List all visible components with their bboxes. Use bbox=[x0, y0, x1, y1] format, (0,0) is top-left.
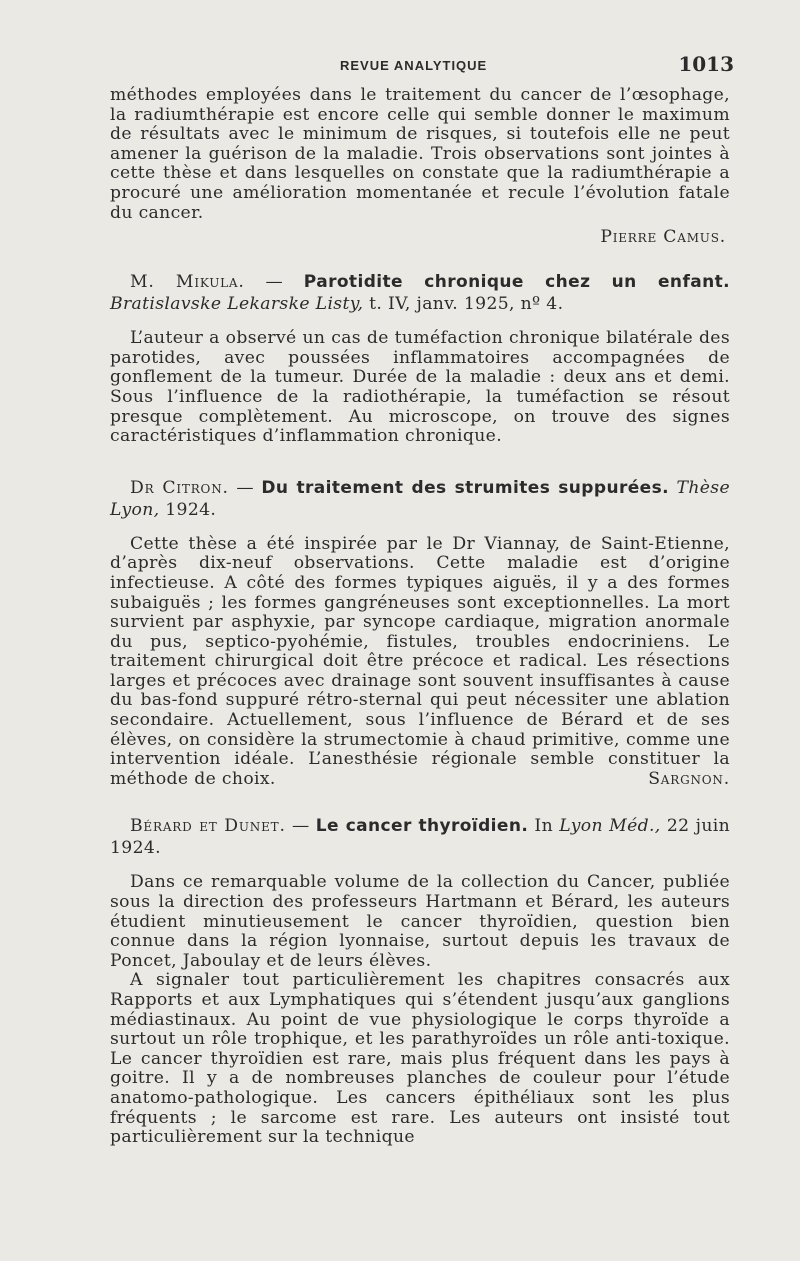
article-1-title: Parotidite chronique chez un enfant. bbox=[303, 272, 730, 293]
article-2-title: Du traitement des strumites suppurées. bbox=[261, 477, 669, 498]
article-3-title: Le cancer thyroïdien. bbox=[315, 816, 529, 837]
article-2-details: 1924. bbox=[159, 499, 217, 520]
running-head bbox=[110, 52, 734, 86]
article-2-dash: — bbox=[228, 477, 262, 498]
article-3-paragraph-1: Dans ce remarquable volume de la collection du Cancer, publiée sous la direction des professeurs Hartmann et Bérard, les auteurs étudient minutieusement le cancer thyroïdien, question bien connue dans la région lyonnaise, surtout depuis les travaux de Poncet, Jaboulay et de leurs élèves. bbox=[110, 872, 730, 971]
article-3-header bbox=[110, 815, 730, 859]
article-1-header bbox=[110, 271, 730, 315]
article-3-source-prefix: In bbox=[528, 816, 560, 837]
article-3-dash: — bbox=[285, 816, 316, 837]
continuation-signature: Pierre Camus. bbox=[600, 227, 726, 248]
article-2-signature: Sargnon. bbox=[648, 768, 730, 789]
article-3-author: Bérard et Dunet. bbox=[130, 816, 286, 837]
running-title: REVUE ANALYTIQUE bbox=[340, 58, 488, 73]
article-1-dash: — bbox=[244, 272, 304, 293]
article-2-source: Thèse Lyon, bbox=[110, 477, 730, 520]
article-1-author: M. Mikula. bbox=[130, 272, 245, 293]
article-2-paragraph bbox=[110, 535, 730, 790]
article-1-details: t. IV, janv. 1925, nº 4. bbox=[363, 294, 564, 315]
continuation-paragraph: méthodes employées dans le traitement du cancer de l’œsophage, la radiumthérapie est encore celle qui semble donner le maximum de résultats avec le minimum de risques, si toutefois elle ne peut amener la guérison de la maladie. Trois observations sont jointes à cette thèse et dans lesquelles on constate que la radiumthérapie a procuré une amélioration momentanée et recule l’évolution fatale du cancer. bbox=[110, 85, 730, 223]
journal-page bbox=[110, 52, 734, 1148]
article-1-source: Bratislavske Lekarske Listy, bbox=[110, 294, 364, 315]
article-2-text: Cette thèse a été inspirée par le Dr Viannay, de Saint-Etienne, d’après dix-neuf observations. Cette maladie est d’origine infectieuse. A côté des formes typiques aiguës, il y a des formes subaiguës ; les formes gangréneuses sont exceptionnelles. La mort survient par asphyxie, par syncope cardiaque, migration anormale du pus, septico-pyohémie, fistules, troubles endocriniens. Le traitement chirurgical doit être précoce et radical. Les résections larges et précoces avec drainage sont souvent insuffisantes à cause du bas-fond suppuré rétro-sternal qui peut nécessiter une ablation secondaire. Actuellement, sous l’influence de Bérard et de ses élèves, on considère la strumectomie à chaud primitive, comme une intervention idéale. L’anesthésie régionale semble constituer la méthode de choix. bbox=[110, 533, 730, 789]
article-2-header bbox=[110, 477, 730, 521]
article-3-paragraph-2: A signaler tout particulièrement les chapitres consacrés aux Rapports et aux Lymphatiques qui s’étendent jusqu’aux ganglions médiastinaux. Au point de vue physiologique le corps thyroïde a surtout un rôle trophique, et les parathyroïdes un rôle anti-toxique. Le cancer thyroïdien est rare, mais plus fréquent dans les pays à goitre. Il y a de nombreuses planches de couleur pour l’étude anatomo-pathologique. Les cancers épithéliaux sont les plus fréquents ; le sarcome est rare. Les auteurs ont insisté tout particulièrement sur la technique bbox=[110, 970, 730, 1148]
article-3-source: Lyon Méd., bbox=[559, 816, 661, 837]
article-2-author: Dr Citron. bbox=[130, 477, 229, 498]
article-1-paragraph: L’auteur a observé un cas de tuméfaction chronique bilatérale des parotides, avec poussées inflammatoires accompagnées de gonflement de la tumeur. Durée de la maladie : deux ans et demi. Sous l’influence de la radiothérapie, la tuméfaction se résout presque complètement. Au microscope, on trouve des signes caractéristiques d’inflammation chronique. bbox=[110, 328, 730, 447]
page-number: 1013 bbox=[678, 52, 734, 76]
article-3-details: 22 juin 1924. bbox=[110, 816, 731, 859]
